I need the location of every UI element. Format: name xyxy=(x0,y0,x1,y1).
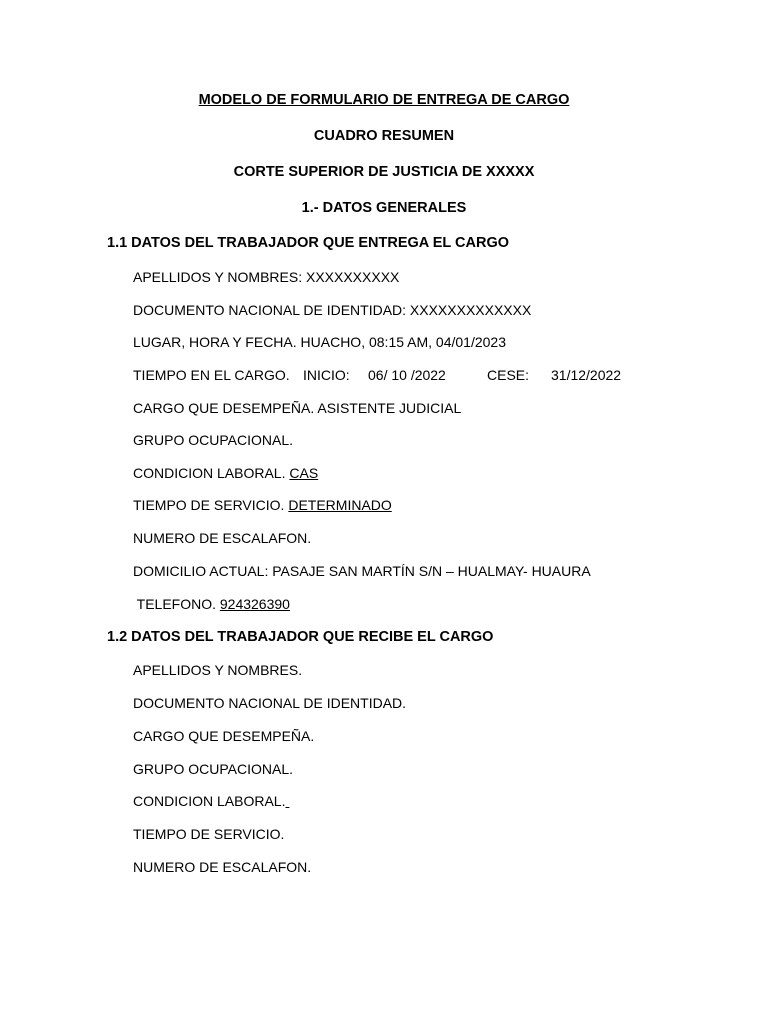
document-subtitle: CUADRO RESUMEN xyxy=(313,128,455,144)
entrega-condicion-label: CONDICION LABORAL. xyxy=(133,465,290,481)
document-title: MODELO DE FORMULARIO DE ENTREGA DE CARGO xyxy=(198,92,570,108)
court-name: CORTE SUPERIOR DE JUSTICIA DE XXXXX xyxy=(233,164,535,180)
entrega-inicio-label: INICIO: xyxy=(303,367,350,383)
entrega-tiempo-cargo-label: TIEMPO EN EL CARGO. xyxy=(133,367,290,383)
entrega-domicilio: DOMICILIO ACTUAL: PASAJE SAN MARTÍN S/N – HUALMAY- HUAURA xyxy=(133,563,591,579)
entrega-tiempo-servicio xyxy=(133,496,392,514)
recibe-condicion xyxy=(133,792,289,810)
entrega-lugar-hora-fecha: LUGAR, HORA Y FECHA. HUACHO, 08:15 AM, 04/01/2023 xyxy=(133,334,506,350)
entrega-cese-value: 31/12/2022 xyxy=(551,367,622,383)
recibe-condicion-blank xyxy=(285,793,289,809)
entrega-dni: DOCUMENTO NACIONAL DE IDENTIDAD: XXXXXXXXXXXXX xyxy=(133,302,532,318)
entrega-telefono-label: TELEFONO. xyxy=(133,596,220,612)
section-1-1-heading: 1.1 DATOS DEL TRABAJADOR QUE ENTREGA EL CARGO xyxy=(107,235,510,251)
entrega-escalafon: NUMERO DE ESCALAFON. xyxy=(133,530,312,546)
recibe-cargo: CARGO QUE DESEMPEÑA. xyxy=(133,728,315,744)
entrega-tiempo-servicio-value: DETERMINADO xyxy=(288,497,392,513)
entrega-telefono xyxy=(133,595,290,613)
section-1-title: 1.- DATOS GENERALES xyxy=(301,200,467,216)
entrega-condicion-value: CAS xyxy=(289,465,319,481)
entrega-tiempo-servicio-label: TIEMPO DE SERVICIO. xyxy=(133,497,289,513)
recibe-escalafon: NUMERO DE ESCALAFON. xyxy=(133,859,312,875)
entrega-condicion xyxy=(133,464,318,482)
entrega-cargo: CARGO QUE DESEMPEÑA. ASISTENTE JUDICIAL xyxy=(133,400,462,416)
entrega-cese-label: CESE: xyxy=(487,367,530,383)
entrega-inicio-value: 06/ 10 /2022 xyxy=(368,367,446,383)
section-1-2-heading: 1.2 DATOS DEL TRABAJADOR QUE RECIBE EL CARGO xyxy=(107,629,494,645)
recibe-dni: DOCUMENTO NACIONAL DE IDENTIDAD. xyxy=(133,695,407,711)
recibe-condicion-label: CONDICION LABORAL. xyxy=(133,793,286,809)
entrega-telefono-value: 924326390 xyxy=(219,596,290,612)
entrega-apellidos: APELLIDOS Y NOMBRES: XXXXXXXXXX xyxy=(133,269,400,285)
recibe-grupo: GRUPO OCUPACIONAL. xyxy=(133,761,293,777)
recibe-tiempo-servicio: TIEMPO DE SERVICIO. xyxy=(133,826,285,842)
recibe-apellidos: APELLIDOS Y NOMBRES. xyxy=(133,662,303,678)
entrega-grupo: GRUPO OCUPACIONAL. xyxy=(133,432,293,448)
